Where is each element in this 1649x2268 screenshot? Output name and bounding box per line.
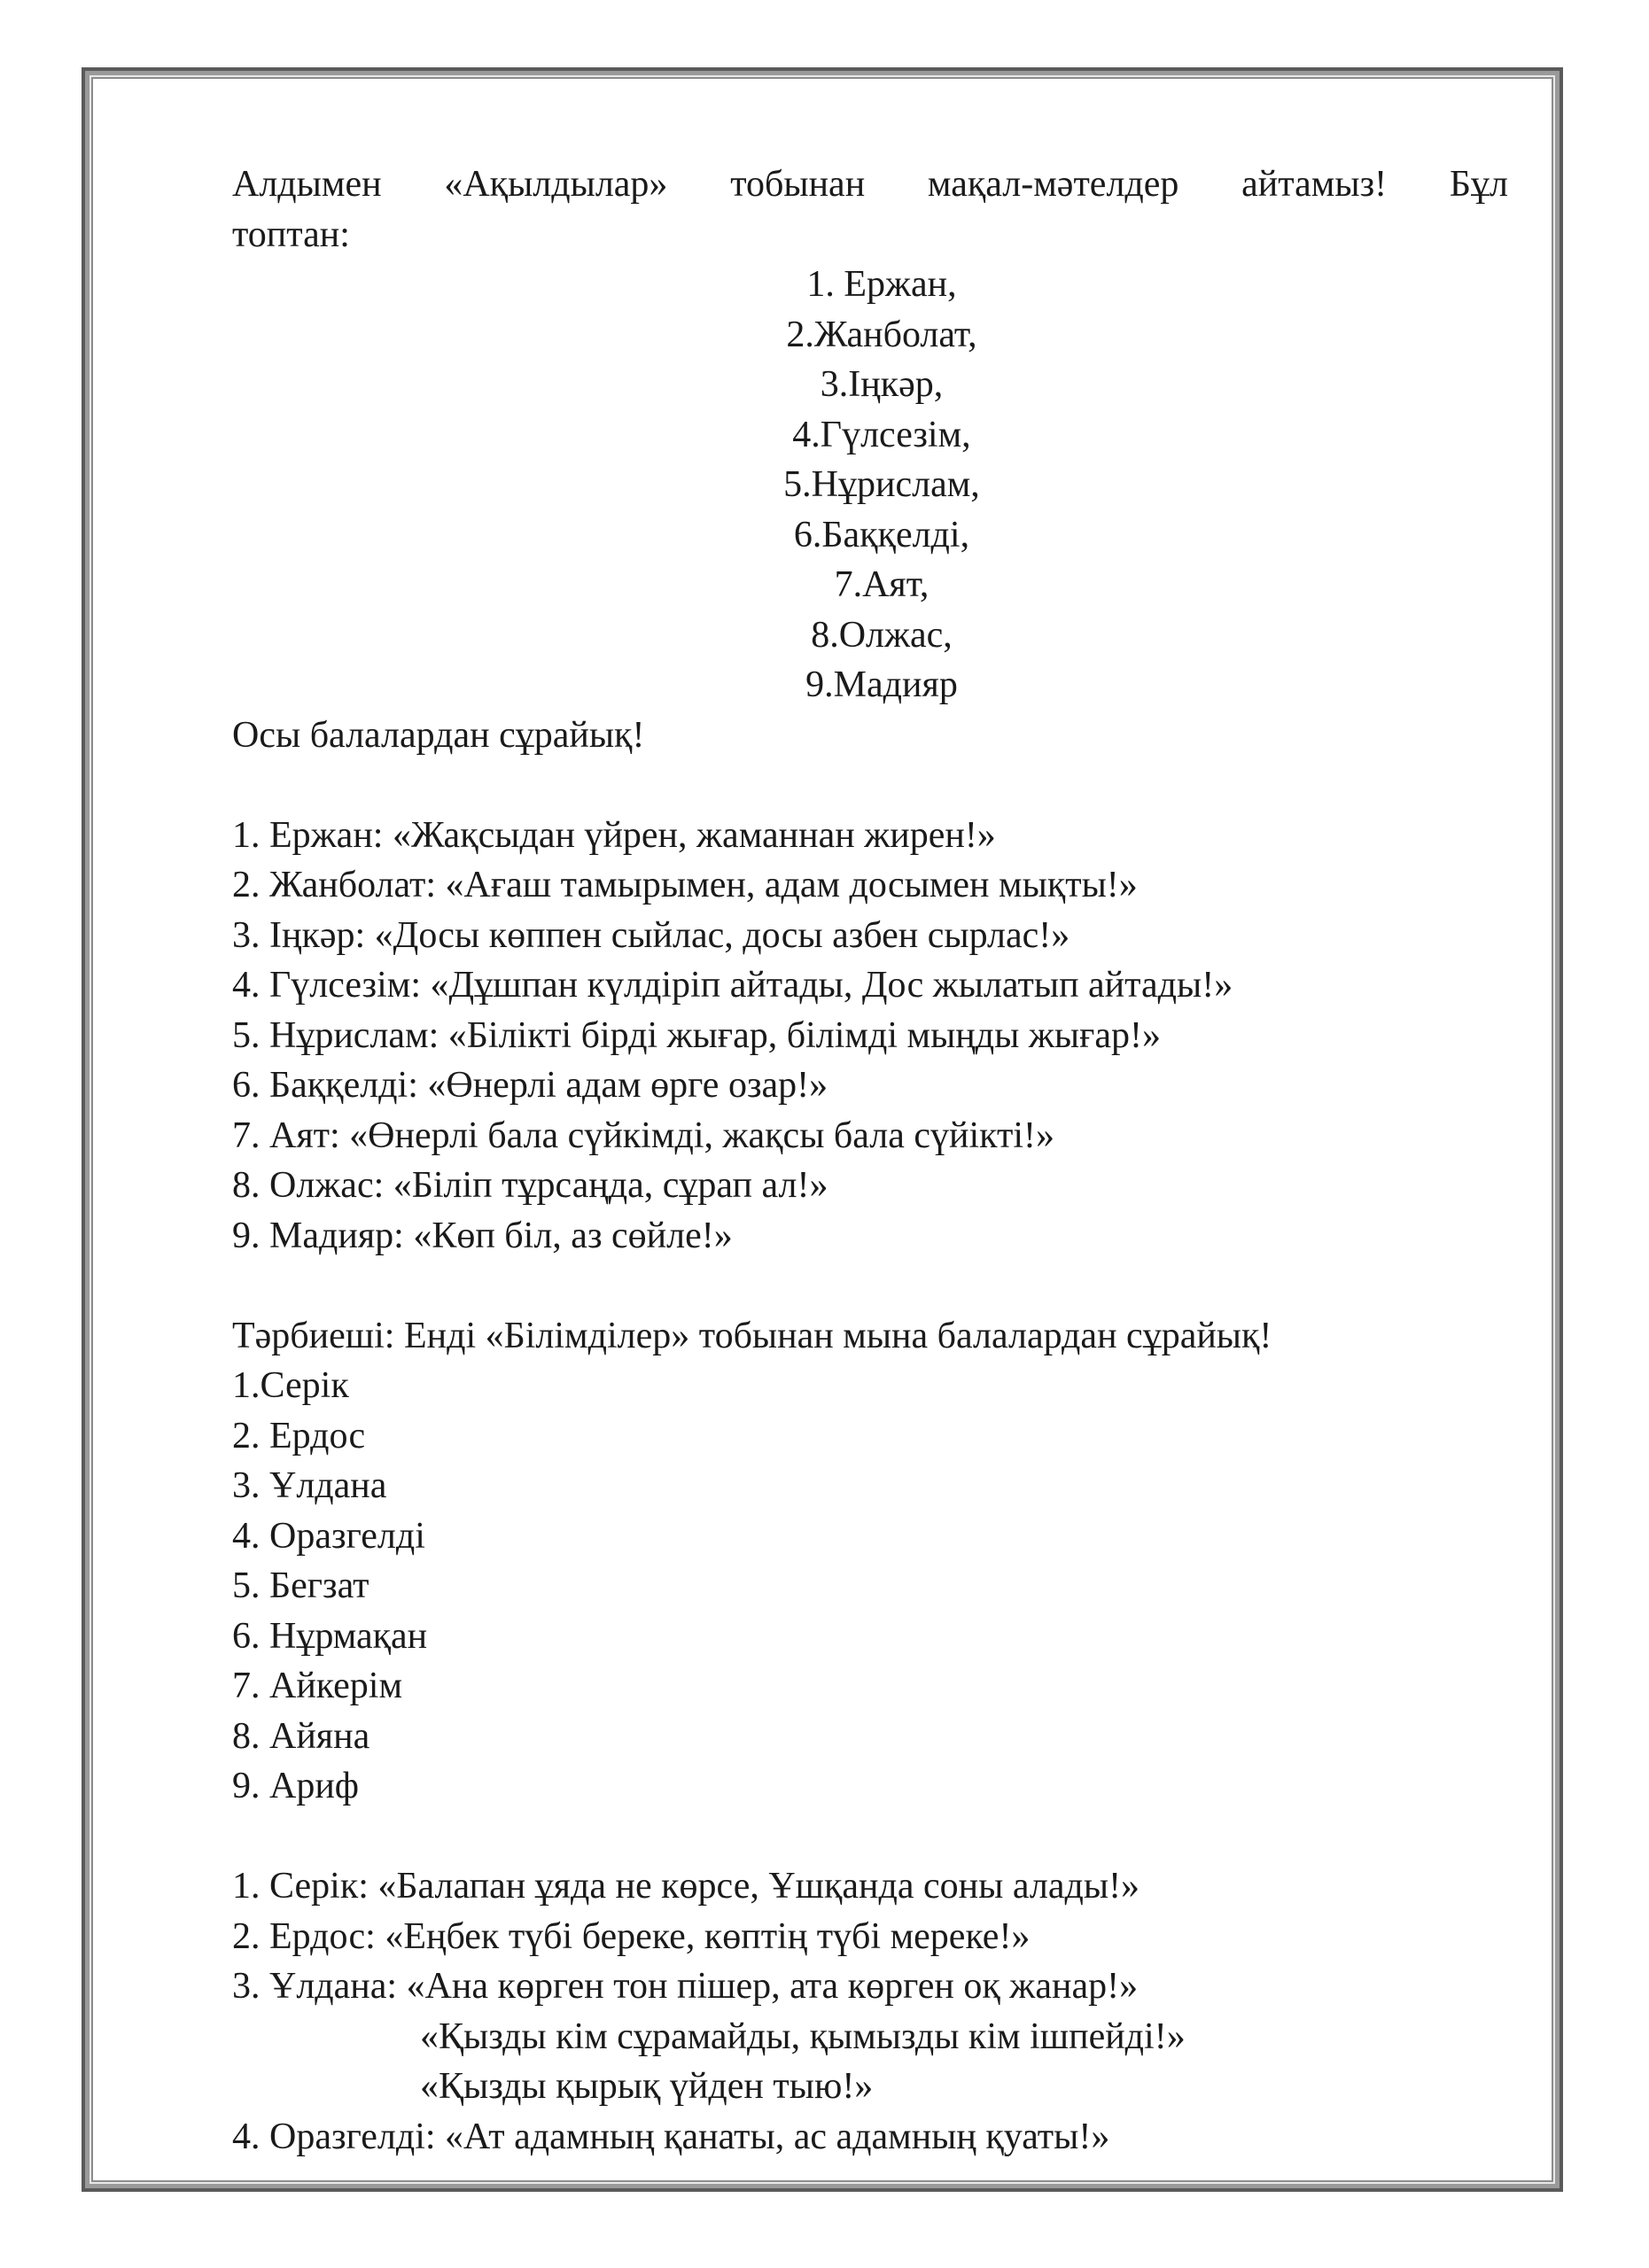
spacer (232, 1261, 1508, 1311)
list-item: 8.Олжас, (811, 614, 953, 656)
list-item: 5. Нұрислам: «Білікті бірді жығар, білімді мыңды жығар!» (232, 1014, 1161, 1056)
list-item: 2. Жанболат: «Ағаш тамырымен, адам досымен мықты!» (232, 865, 1138, 905)
list-item: 4. Оразгелді (232, 1515, 425, 1557)
spacer (232, 760, 1508, 811)
list-item: 3.Іңкәр, (820, 364, 944, 405)
group2-proverb-list (232, 1861, 1508, 2162)
list-item: 9. Ариф (232, 1766, 360, 1806)
list-item: 4.Гүлсезім, (792, 414, 971, 455)
list-item: 9. Мадияр: «Көп біл, аз сөйле!» (232, 1215, 733, 1256)
list-item: 2.Жанболат, (786, 314, 977, 355)
spacer (232, 1812, 1508, 1862)
group2-member-list (232, 1361, 1508, 1812)
list-item: 7.Аят, (834, 564, 930, 605)
list-item: 1. Ержан: «Жақсыдан үйрен, жаманнан жирен!» (232, 814, 996, 856)
list-item: 6.Баққелді, (793, 514, 970, 555)
list-item: 2. Ердос (232, 1415, 366, 1456)
list-item: 2. Ердос: «Еңбек түбі береке, көптің түбі мереке!» (232, 1915, 1031, 1957)
list-item: 7. Аят: «Өнерлі бала сүйкімді, жақсы бала сүйікті!» (232, 1115, 1055, 1156)
list-item: 1. Ержан, (806, 264, 957, 305)
intro-line-1: Алдымен «Ақылдылар» тобынан мақал-мәтелдер айтамыз! Бұл (232, 164, 1508, 205)
list-item: 4. Гүлсезім: «Дұшпан күлдіріп айтады, Дос жылатып айтады!» (232, 965, 1233, 1006)
list-item: 1. Серік: «Балапан ұяда не көрсе, Ұшқанда соны алады!» (232, 1866, 1140, 1907)
group1-member-list (232, 260, 1508, 711)
list-item: 6. Нұрмақан (232, 1615, 428, 1657)
intro-line-2: топтан: (232, 214, 350, 255)
list-item: 3. Ұлдана (232, 1465, 387, 1506)
list-item-continuation: «Қызды қырық үйден тыю!» (420, 2066, 874, 2107)
document-body (232, 159, 1508, 2162)
list-item: 1.Серік (232, 1365, 349, 1406)
teacher-line: Тәрбиеші: Енді «Білімділер» тобынан мына балалардан сұрайық! (232, 1315, 1272, 1356)
list-item-continuation: «Қызды кім сұрамайды, қымызды кім ішпейді!» (420, 2016, 1186, 2057)
list-item: 8. Айяна (232, 1715, 370, 1757)
list-item: 5. Бегзат (232, 1565, 369, 1606)
list-item: 9.Мадияр (805, 664, 958, 705)
list-item: 6. Баққелді: «Өнерлі адам өрге озар!» (232, 1065, 828, 1106)
list-item: 8. Олжас: «Біліп тұрсаңда, сұрап ал!» (232, 1165, 828, 1206)
group1-proverb-list (232, 811, 1508, 1262)
ask-line: Осы балалардан сұрайық! (232, 714, 645, 756)
list-item: 3. Ұлдана: «Ана көрген тон пішер, ата көрген оқ жанар!» (232, 1966, 1139, 2007)
list-item: 3. Іңкәр: «Досы көппен сыйлас, досы азбен сырлас!» (232, 914, 1070, 956)
list-item: 5.Нұрислам, (783, 464, 980, 505)
list-item: 7. Айкерім (232, 1666, 403, 1706)
list-item: 4. Оразгелді: «Ат адамның қанаты, ас адамның қуаты!» (232, 2116, 1110, 2157)
